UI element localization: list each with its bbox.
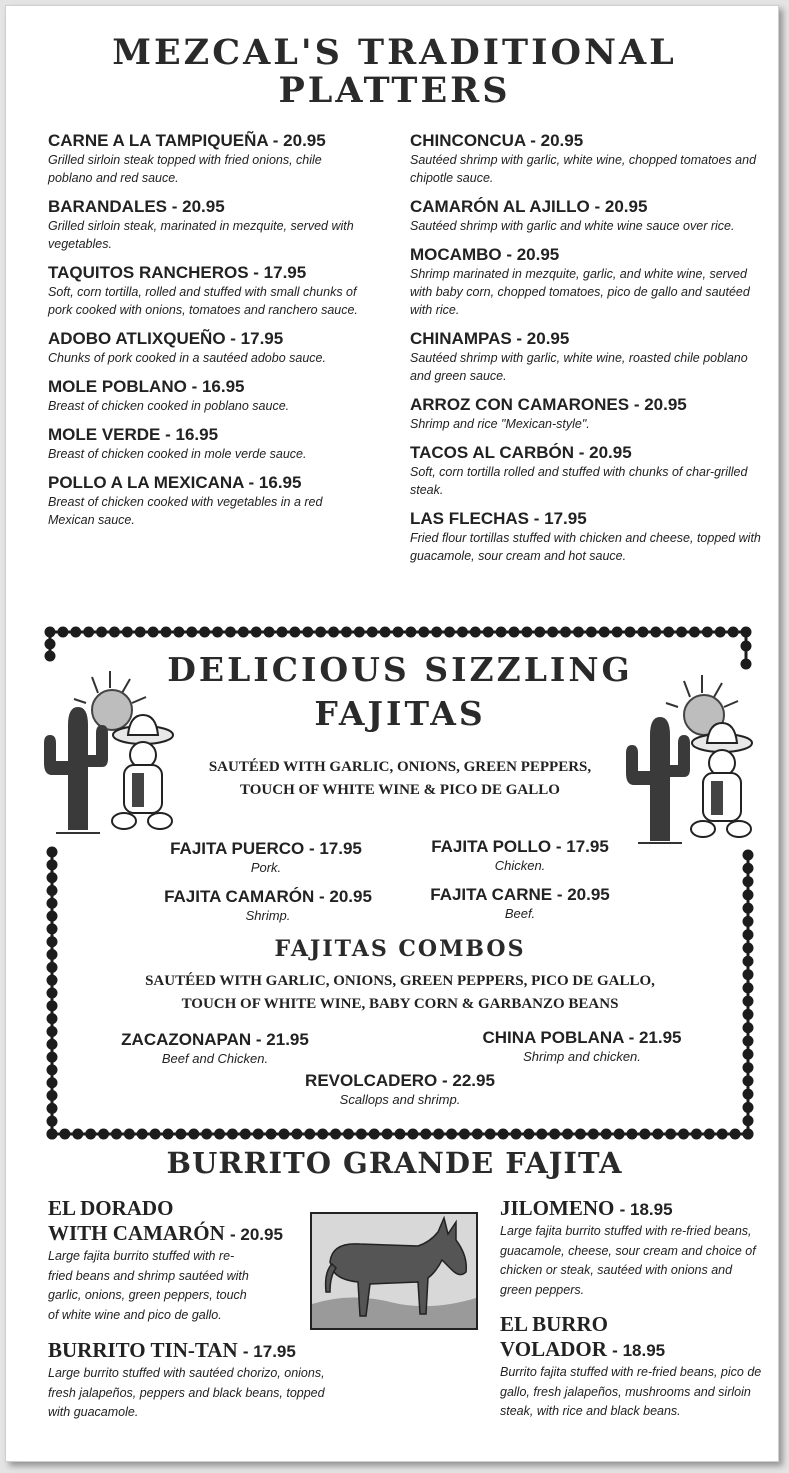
item-description: Fried flour tortillas stuffed with chicken and cheese, topped with guacamole, sour cream and hot sauce. <box>410 531 761 563</box>
frame-dot <box>744 851 752 859</box>
item-name: EL DORADO <box>48 1196 174 1220</box>
item-description: Soft, corn tortilla rolled and stuffed with chunks of char-grilled steak. <box>410 465 748 497</box>
frame-dot <box>48 925 56 933</box>
frame-dot <box>654 1130 662 1138</box>
frame-dot <box>149 628 157 636</box>
combos-subtitle-line2: TOUCH OF WHITE WINE, BABY CORN & GARBANZO BEANS <box>181 996 619 1012</box>
frame-dot <box>319 1130 327 1138</box>
item-description: Chicken. <box>494 858 546 873</box>
item-name: TACOS AL CARBÓN <box>410 443 575 462</box>
frame-dot <box>680 1130 688 1138</box>
frame-dot <box>190 1130 198 1138</box>
frame-dot <box>48 886 56 894</box>
frame-dot <box>48 1066 56 1074</box>
frame-dot <box>729 628 737 636</box>
frame-dot <box>744 1024 752 1032</box>
frame-dot <box>332 1130 340 1138</box>
item-price: 17.95 <box>544 509 587 528</box>
fajitas-subtitle-line2: TOUCH OF WHITE WINE & PICO DE GALLO <box>240 782 560 798</box>
frame-dot <box>252 628 260 636</box>
frame-dot <box>136 628 144 636</box>
fajita-item: FAJITA CARNE - 20.95 Beef. <box>400 884 640 923</box>
menu-item: CAMARÓN AL AJILLO - 20.95 Sautéed shrimp with garlic and white wine sauce over rice. <box>410 196 765 235</box>
item-description: Large fajita burrito stuffed with re-fried beans and shrimp sautéed with garlic, onions, green peppers, touch of white wine and pico de gallo. <box>48 1249 249 1322</box>
item-name: CARNE A LA TAMPIQUEÑA <box>48 131 269 150</box>
fajitas-title-line2: FAJITAS <box>314 694 486 733</box>
frame-dot <box>744 1037 752 1045</box>
item-name: ADOBO ATLIXQUEÑO <box>48 329 226 348</box>
frame-dot <box>703 628 711 636</box>
menu-item: ADOBO ATLIXQUEÑO - 17.95 Chunks of pork cooked in a sautéed adobo sauce. <box>48 328 368 367</box>
combo-item: ZACAZONAPAN - 21.95 Beef and Chicken. <box>100 1029 330 1068</box>
menu-item: ARROZ CON CAMARONES - 20.95 Shrimp and rice "Mexican-style". <box>410 394 765 433</box>
fajitas-subtitle-line1: SAUTÉED WITH GARLIC, ONIONS, GREEN PEPPERS, <box>208 759 592 775</box>
frame-dot <box>692 1130 700 1138</box>
item-name-line2: WITH CAMARÓN <box>48 1221 225 1245</box>
frame-dot <box>744 891 752 899</box>
frame-dot <box>48 1027 56 1035</box>
item-price: 17.95 <box>253 1342 296 1361</box>
frame-dot <box>396 1130 404 1138</box>
item-description: Breast of chicken cooked with vegetables in a red Mexican sauce. <box>48 495 323 527</box>
frame-dot <box>278 628 286 636</box>
item-description: Large fajita burrito stuffed with re-fried beans, guacamole, cheese, sour cream and choice of chicken or steak, sautéed with onions and green peppers. <box>500 1224 756 1297</box>
frame-dot <box>254 1130 262 1138</box>
frame-dot <box>486 1130 494 1138</box>
frame-dot <box>48 1104 56 1112</box>
frame-dot <box>678 628 686 636</box>
frame-dot <box>394 628 402 636</box>
frame-dot <box>123 628 131 636</box>
frame-dot <box>641 1130 649 1138</box>
item-name: FAJITA PUERCO <box>170 839 305 858</box>
item-price: 20.95 <box>526 329 570 348</box>
item-description: Burrito fajita stuffed with re-fried beans, pico de gallo, fresh jalapeños, mushrooms and sirloin steak, with rice and black beans. <box>500 1365 762 1418</box>
frame-dot <box>48 976 56 984</box>
item-description: Large burrito stuffed with sautéed chorizo, onions, fresh jalapeños, peppers and black beans, topped with guacamole. <box>48 1366 325 1419</box>
item-name: BURRITO TIN-TAN <box>48 1338 238 1362</box>
burrito-item: EL BURRO VOLADOR - 18.95 Burrito fajita stuffed with re-fried beans, pico de gallo, fresh jalapeños, mushrooms and sirloin steak, with rice and black beans. <box>500 1312 770 1422</box>
item-name: BARANDALES <box>48 197 167 216</box>
frame-dot <box>628 1130 636 1138</box>
burrito-item: BURRITO TIN-TAN - 17.95 Large burrito stuffed with sautéed chorizo, onions, fresh jalapeños, peppers and black beans, topped with guacamole. <box>48 1338 348 1423</box>
item-description: Shrimp and rice "Mexican-style". <box>410 417 590 431</box>
frame-dot <box>291 628 299 636</box>
item-price: 18.95 <box>629 1200 673 1219</box>
frame-dot <box>744 971 752 979</box>
frame-dot <box>665 628 673 636</box>
frame-dot <box>162 628 170 636</box>
frame-dot <box>744 1090 752 1098</box>
item-description: Pork. <box>250 860 282 875</box>
frame-dot <box>744 984 752 992</box>
item-price: 21.95 <box>638 1028 682 1047</box>
frame-dot <box>744 1103 752 1111</box>
menu-item: LAS FLECHAS - 17.95 Fried flour tortillas stuffed with chicken and cheese, topped with guacamole, sour cream and hot sauce. <box>410 508 765 565</box>
frame-dot <box>460 1130 468 1138</box>
frame-dot <box>48 1130 56 1138</box>
frame-dot <box>499 1130 507 1138</box>
item-description: Grilled sirloin steak, marinated in mezquite, served with vegetables. <box>48 219 354 251</box>
frame-dot <box>48 1015 56 1023</box>
combo-item: REVOLCADERO - 22.95 Scallops and shrimp. <box>280 1070 520 1109</box>
frame-dot <box>512 1130 520 1138</box>
menu-item: MOLE POBLANO - 16.95 Breast of chicken cooked in poblano sauce. <box>48 376 368 415</box>
frame-dot <box>48 861 56 869</box>
frame-dot <box>48 1117 56 1125</box>
frame-dot <box>330 628 338 636</box>
frame-dot <box>446 628 454 636</box>
frame-dot <box>48 938 56 946</box>
frame-dot <box>742 642 750 650</box>
frame-dot <box>744 957 752 965</box>
fajita-item: FAJITA CAMARÓN - 20.95 Shrimp. <box>138 886 398 925</box>
frame-dot <box>409 1130 417 1138</box>
frame-dot <box>228 1130 236 1138</box>
item-name: FAJITA POLLO <box>431 837 552 856</box>
frame-dot <box>357 1130 365 1138</box>
item-name: ZACAZONAPAN <box>121 1030 252 1049</box>
menu-item: TAQUITOS RANCHEROS - 17.95 Soft, corn tortilla, rolled and stuffed with small chunks of pork cooked with onions, tomatoes and ranchero sauce. <box>48 262 368 319</box>
item-name: CAMARÓN AL AJILLO <box>410 197 590 216</box>
item-description: Breast of chicken cooked in mole verde sauce. <box>48 447 307 461</box>
frame-dot <box>100 1130 108 1138</box>
frame-dot <box>342 628 350 636</box>
frame-dot <box>125 1130 133 1138</box>
frame-dot <box>306 1130 314 1138</box>
frame-dot <box>626 628 634 636</box>
item-name: POLLO A LA MEXICANA <box>48 473 244 492</box>
frame-dot <box>744 1050 752 1058</box>
item-price: 20.95 <box>604 197 648 216</box>
frame-dot <box>72 628 80 636</box>
frame-dot <box>538 1130 546 1138</box>
item-name: FAJITA CAMARÓN <box>164 887 315 906</box>
donkey-picture <box>310 1212 478 1330</box>
frame-dot <box>48 899 56 907</box>
frame-dot <box>138 1130 146 1138</box>
frame-dot <box>48 1053 56 1061</box>
frame-dot <box>497 628 505 636</box>
platters-title-line1: MEZCAL'S TRADITIONAL <box>112 32 677 73</box>
item-description: Beef. <box>504 906 536 921</box>
frame-dot <box>744 1077 752 1085</box>
frame-dot <box>433 628 441 636</box>
item-name-line2: VOLADOR <box>500 1337 607 1361</box>
item-price: 22.95 <box>452 1071 495 1090</box>
item-name: CHINA POBLANA <box>482 1028 624 1047</box>
item-name: JILOMENO <box>500 1196 615 1220</box>
frame-dot <box>383 1130 391 1138</box>
item-price: 16.95 <box>201 377 245 396</box>
frame-dot <box>267 1130 275 1138</box>
frame-dot <box>61 1130 69 1138</box>
frame-dot <box>690 628 698 636</box>
item-price: 20.95 <box>516 245 560 264</box>
burrito-item: JILOMENO - 18.95 Large fajita burrito stuffed with re-fried beans, guacamole, cheese, sour cream and choice of chicken or steak, sautéed with onions and green peppers. <box>500 1196 770 1300</box>
frame-dot <box>562 628 570 636</box>
frame-dot <box>744 878 752 886</box>
frame-dot <box>587 628 595 636</box>
burritos-title: BURRITO GRANDE FAJITA <box>166 1146 623 1180</box>
frame-dot <box>667 1130 675 1138</box>
frame-dot <box>744 997 752 1005</box>
frame-dot <box>344 1130 352 1138</box>
frame-dot <box>241 1130 249 1138</box>
frame-dot <box>216 1130 224 1138</box>
item-description: Sautéed shrimp with garlic, white wine, chopped tomatoes and chipotle sauce. <box>410 153 757 185</box>
frame-dot <box>705 1130 713 1138</box>
frame-dot <box>317 628 325 636</box>
item-name: TAQUITOS RANCHEROS <box>48 263 249 282</box>
frame-dot <box>420 628 428 636</box>
frame-dot <box>175 628 183 636</box>
frame-dot <box>85 628 93 636</box>
frame-dot <box>214 628 222 636</box>
fajita-item: FAJITA PUERCO - 17.95 Pork. <box>146 838 386 877</box>
frame-dot <box>48 1002 56 1010</box>
frame-dot <box>639 628 647 636</box>
frame-dot <box>615 1130 623 1138</box>
frame-dot <box>110 628 118 636</box>
frame-dot <box>293 1130 301 1138</box>
menu-item: POLLO A LA MEXICANA - 16.95 Breast of chicken cooked with vegetables in a red Mexican sauce. <box>48 472 368 529</box>
item-price: 17.95 <box>319 839 362 858</box>
frame-dot <box>87 1130 95 1138</box>
item-name: REVOLCADERO <box>305 1071 438 1090</box>
item-price: 20.95 <box>589 443 632 462</box>
item-name: LAS FLECHAS <box>410 509 529 528</box>
item-price: 20.95 <box>540 131 584 150</box>
frame-dot <box>731 1130 739 1138</box>
frame-dot <box>613 628 621 636</box>
frame-dot <box>407 628 415 636</box>
frame-dot <box>576 1130 584 1138</box>
frame-dot <box>164 1130 172 1138</box>
frame-dot <box>368 628 376 636</box>
frame-dot <box>523 628 531 636</box>
item-name: CHINAMPAS <box>410 329 512 348</box>
item-name: MOLE POBLANO <box>48 377 187 396</box>
item-description: Shrimp marinated in mezquite, garlic, and white wine, served with baby corn, chopped tomatoes, pico de gallo and sautéed with rice. <box>410 267 750 317</box>
frame-dot <box>536 628 544 636</box>
fajita-item: FAJITA POLLO - 17.95 Chicken. <box>400 836 640 875</box>
item-description: Beef and Chicken. <box>161 1051 269 1066</box>
frame-dot <box>74 1130 82 1138</box>
frame-dot <box>744 1117 752 1125</box>
frame-dot <box>744 1064 752 1072</box>
frame-dot <box>458 628 466 636</box>
item-description: Soft, corn tortilla, rolled and stuffed with small chunks of pork cooked with onions, tomatoes and ranchero sauce. <box>48 285 358 317</box>
item-price: 20.95 <box>567 885 610 904</box>
item-description: Breast of chicken cooked in poblano sauce. <box>48 399 290 413</box>
item-description: Chunks of pork cooked in a sautéed adobo sauce. <box>48 351 326 365</box>
item-name: MOLE VERDE <box>48 425 161 444</box>
frame-dot <box>525 1130 533 1138</box>
menu-item: MOLE VERDE - 16.95 Breast of chicken cooked in mole verde sauce. <box>48 424 368 463</box>
menu-item: CARNE A LA TAMPIQUEÑA - 20.95 Grilled sirloin steak topped with fried onions, chile poblano and red sauce. <box>48 130 368 187</box>
frame-dot <box>744 1130 752 1138</box>
frame-dot <box>652 628 660 636</box>
menu-item: CHINCONCUA - 20.95 Sautéed shrimp with garlic, white wine, chopped tomatoes and chipotle sauce. <box>410 130 765 187</box>
frame-dot <box>574 628 582 636</box>
item-description: Sautéed shrimp with garlic, white wine, roasted chile poblano and green sauce. <box>410 351 748 383</box>
frame-dot <box>484 628 492 636</box>
frame-dot <box>718 1130 726 1138</box>
frame-dot <box>510 628 518 636</box>
fajitas-combos-title: FAJITAS COMBOS <box>274 936 526 962</box>
fajitas-title-line1: DELICIOUS SIZZLING <box>167 650 633 689</box>
combo-item: CHINA POBLANA - 21.95 Shrimp and chicken. <box>462 1027 702 1066</box>
item-price: 21.95 <box>266 1030 309 1049</box>
item-price: 17.95 <box>263 263 307 282</box>
frame-dot <box>448 1130 456 1138</box>
item-description: Grilled sirloin steak topped with fried onions, chile poblano and red sauce. <box>48 153 322 185</box>
frame-dot <box>59 628 67 636</box>
frame-dot <box>564 1130 572 1138</box>
frame-dot <box>744 904 752 912</box>
menu-item: TACOS AL CARBÓN - 20.95 Soft, corn tortilla rolled and stuffed with chunks of char-grilled steak. <box>410 442 765 499</box>
frame-dot <box>370 1130 378 1138</box>
frame-dot <box>48 1079 56 1087</box>
frame-dot <box>744 864 752 872</box>
frame-dot <box>435 1130 443 1138</box>
frame-dot <box>744 917 752 925</box>
item-name: ARROZ CON CAMARONES <box>410 395 630 414</box>
frame-dot <box>112 1130 120 1138</box>
item-description: Sautéed shrimp with garlic and white wine sauce over rice. <box>410 219 735 233</box>
burrito-item: EL DORADO WITH CAMARÓN - 20.95 Large fajita burrito stuffed with re-fried beans and shrimp sautéed with garlic, onions, green peppers, touch of white wine and pico de gallo. <box>48 1196 308 1325</box>
frame-dot <box>471 628 479 636</box>
item-price: 17.95 <box>566 837 609 856</box>
menu-item: MOCAMBO - 20.95 Shrimp marinated in mezquite, garlic, and white wine, served with baby corn, chopped tomatoes, pico de gallo and sautéed with rice. <box>410 244 765 319</box>
frame-dot <box>48 874 56 882</box>
menu-item: CHINAMPAS - 20.95 Sautéed shrimp with garlic, white wine, roasted chile poblano and green sauce. <box>410 328 765 385</box>
frame-dot <box>602 1130 610 1138</box>
frame-dot <box>46 640 54 648</box>
frame-dot <box>48 963 56 971</box>
item-price: 16.95 <box>258 473 302 492</box>
item-name: EL BURRO <box>500 1312 608 1336</box>
frame-dot <box>98 628 106 636</box>
frame-dot <box>226 628 234 636</box>
frame-dot <box>549 628 557 636</box>
frame-dot <box>355 628 363 636</box>
frame-dot <box>201 628 209 636</box>
frame-dot <box>744 931 752 939</box>
item-price: 18.95 <box>622 1341 666 1360</box>
item-name: MOCAMBO <box>410 245 502 264</box>
frame-dot <box>381 628 389 636</box>
menu-item: BARANDALES - 20.95 Grilled sirloin steak, marinated in mezquite, served with vegetables. <box>48 196 368 253</box>
item-price: 20.95 <box>329 887 372 906</box>
frame-dot <box>48 989 56 997</box>
frame-dot <box>48 1040 56 1048</box>
frame-dot <box>265 628 273 636</box>
frame-dot <box>551 1130 559 1138</box>
frame-dot <box>48 912 56 920</box>
frame-dot <box>280 1130 288 1138</box>
frame-dot <box>589 1130 597 1138</box>
frame-dot <box>177 1130 185 1138</box>
item-description: Shrimp and chicken. <box>523 1049 641 1064</box>
frame-dot <box>600 628 608 636</box>
frame-dot <box>716 628 724 636</box>
frame-dot <box>744 944 752 952</box>
item-price: 17.95 <box>240 329 284 348</box>
item-price: 20.95 <box>644 395 687 414</box>
item-price: 20.95 <box>182 197 225 216</box>
frame-dot <box>422 1130 430 1138</box>
platters-title-line2: PLATTERS <box>278 70 511 111</box>
frame-dot <box>473 1130 481 1138</box>
item-name: CHINCONCUA <box>410 131 526 150</box>
frame-dot <box>48 951 56 959</box>
item-name: FAJITA CARNE <box>430 885 553 904</box>
frame-dot <box>304 628 312 636</box>
frame-dot <box>48 1092 56 1100</box>
item-price: 16.95 <box>175 425 219 444</box>
item-description: Scallops and shrimp. <box>339 1092 461 1107</box>
frame-dot <box>744 1010 752 1018</box>
frame-dot <box>239 628 247 636</box>
frame-dot <box>203 1130 211 1138</box>
frame-dot <box>188 628 196 636</box>
item-price: 20.95 <box>283 131 326 150</box>
frame-dot <box>151 1130 159 1138</box>
combos-subtitle-line1: SAUTÉED WITH GARLIC, ONIONS, GREEN PEPPERS, PICO DE GALLO, <box>145 973 655 989</box>
frame-dot <box>48 848 56 856</box>
item-description: Shrimp. <box>245 908 291 923</box>
item-price: 20.95 <box>240 1225 283 1244</box>
